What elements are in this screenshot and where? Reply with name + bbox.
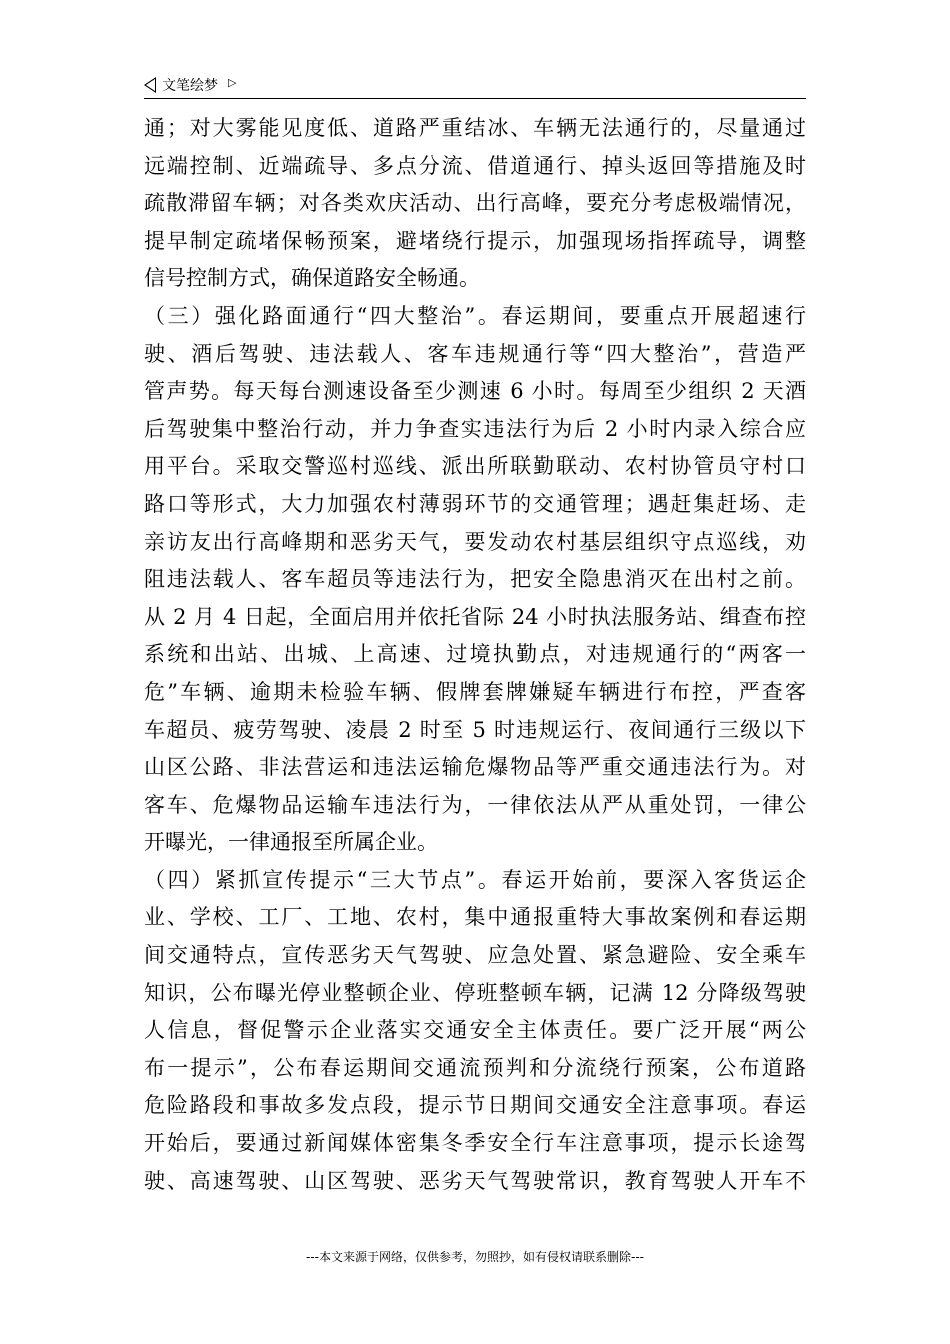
document-body bbox=[144, 110, 806, 1200]
text-line: 业、学校、工厂、工地、农村，集中通报重特大事故案例和春运期 bbox=[144, 905, 806, 930]
text-line: 管声势。每天每台测速设备至少测速 6 小时。每周至少组织 2 天酒 bbox=[144, 379, 806, 404]
text-line: 驶、酒后驾驶、违法载人、客车违规通行等“四大整治”，营造严 bbox=[144, 341, 806, 366]
footer-disclaimer: ---本文来源于网络，仅供参考，勿照抄，如有侵权请联系删除--- bbox=[306, 1250, 644, 1264]
text-line: 危险路段和事故多发点段，提示节日期间交通安全注意事项。春运 bbox=[144, 1093, 806, 1118]
text-line: 人信息，督促警示企业落实交通安全主体责任。要广泛开展“两公 bbox=[144, 1018, 806, 1043]
text-line: 从 2 月 4 日起，全面启用并依托省际 24 小时执法服务站、缉查布控 bbox=[144, 604, 806, 629]
text-line: 开曝光，一律通报至所属企业。 bbox=[144, 830, 438, 855]
text-line: 阻违法载人、客车超员等违法行为，把安全隐患消灭在出村之前。 bbox=[144, 567, 806, 592]
text-line: （四）紧抓宣传提示“三大节点”。春运开始前，要深入客货运企 bbox=[144, 867, 806, 892]
text-line: 远端控制、近端疏导、多点分流、借道通行、掉头返回等措施及时 bbox=[144, 153, 806, 178]
text-line: 疏散滞留车辆；对各类欢庆活动、出行高峰，要充分考虑极端情况， bbox=[144, 191, 806, 216]
text-line: 后驾驶集中整治行动，并力争查实违法行为后 2 小时内录入综合应 bbox=[144, 416, 806, 441]
text-line: 通；对大雾能见度低、道路严重结冰、车辆无法通行的，尽量通过 bbox=[144, 116, 806, 140]
header-title: 文笔绘梦 bbox=[162, 78, 218, 94]
text-line: 间交通特点，宣传恶劣天气驾驶、应急处置、紧急避险、安全乘车 bbox=[144, 943, 806, 968]
text-line: 信号控制方式，确保道路安全畅通。 bbox=[144, 266, 480, 291]
text-line: 路口等形式，大力加强农村薄弱环节的交通管理；遇赶集赶场、走 bbox=[144, 491, 806, 516]
page-header bbox=[144, 72, 806, 99]
text-line: （三）强化路面通行“四大整治”。春运期间，要重点开展超速行 bbox=[144, 303, 806, 328]
text-line: 客车、危爆物品运输车违法行为，一律依法从严从重处罚，一律公 bbox=[144, 792, 806, 817]
text-line: 用平台。采取交警巡村巡线、派出所联勤联动、农村协管员守村口 bbox=[144, 454, 806, 479]
text-line: 车超员、疲劳驾驶、凌晨 2 时至 5 时违规运行、夜间通行三级以下 bbox=[144, 717, 806, 742]
text-line: 驶、高速驾驶、山区驾驶、恶劣天气驾驶常识，教育驾驶人开车不 bbox=[144, 1168, 806, 1193]
text-line: 知识，公布曝光停业整顿企业、停班整顿车辆，记满 12 分降级驾驶 bbox=[144, 980, 806, 1005]
triangle-right-icon: ▷ bbox=[228, 75, 237, 89]
text-line: 危”车辆、逾期未检验车辆、假牌套牌嫌疑车辆进行布控，严查客 bbox=[144, 679, 806, 704]
text-line: 提早制定疏堵保畅预案，避堵绕行提示，加强现场指挥疏导，调整 bbox=[144, 228, 806, 253]
text-line: 系统和出站、出城、上高速、过境执勤点，对违规通行的“两客一 bbox=[144, 642, 806, 667]
text-line: 布一提示”，公布春运期间交通流预判和分流绕行预案，公布道路 bbox=[144, 1055, 806, 1080]
text-line: 山区公路、非法营运和违法运输危爆物品等严重交通违法行为。对 bbox=[144, 755, 806, 780]
text-line: 亲访友出行高峰期和恶劣天气，要发动农村基层组织守点巡线，劝 bbox=[144, 529, 806, 554]
triangle-left-icon bbox=[144, 77, 156, 93]
text-line: 开始后，要通过新闻媒体密集冬季安全行车注意事项，提示长途驾 bbox=[144, 1131, 806, 1156]
